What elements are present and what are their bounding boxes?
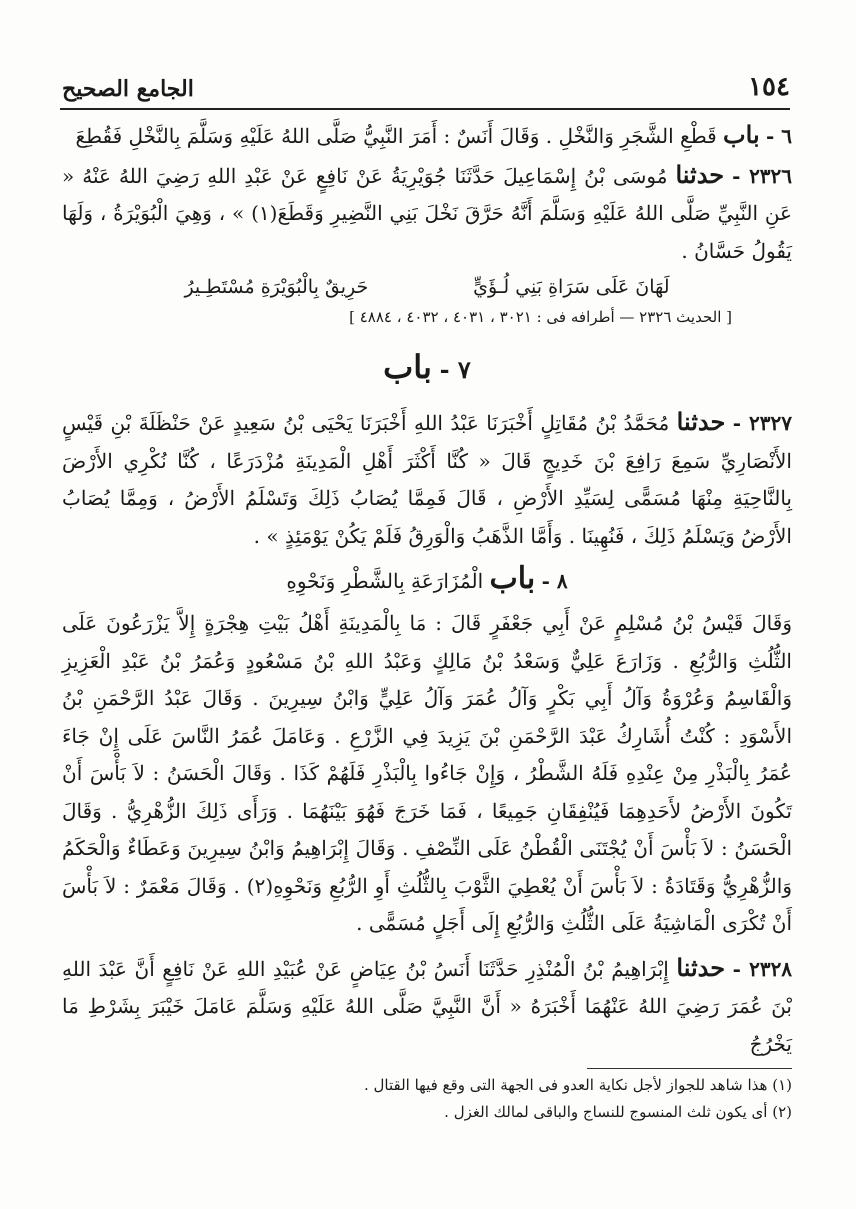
hadith-text: مُوسَى بْنُ إِسْمَاعِيلَ حَدَّثَنَا جُوَيْرِيَةُ عَنْ نَافِعٍ عَنْ عَبْدِ اللهِ رَضِيَ اللهُ عَنْهُ « عَنِ النَّبِيِّ صَلَّى اللهُ عَلَيْهِ وَسَلَّمَ أَنَّهُ حَرَّقَ نَخْلَ بَنِي النَّضِيرِ وَقَطَعَ(١) » ، وَهِيَ الْبُوَيْرَةُ ، وَلَهَا يَقُولُ حَسَّانُ . [62, 163, 792, 263]
chapter-number: ٨ - [541, 569, 568, 593]
hadith-text: مُحَمَّدُ بْنُ مُقَاتِلٍ أَخْبَرَنَا عَبْدُ اللهِ أَخْبَرَنَا يَحْيَى بْنُ سَعِيدٍ عَنْ حَنْظَلَةَ بْنِ قَيْسٍ الأَنْصَارِيِّ سَمِعَ رَافِعَ بْنَ خَدِيجٍ قَالَ « كُنَّا أَكْثَرَ أَهْلِ الْمَدِينَةِ مُزْدَرَعًا ، كُنَّا نُكْرِي الأَرْضَ بِالنَّاحِيَةِ مِنْهَا مُسَمًّى لِسَيِّدِ الأَرْضِ ، قَالَ فَمِمَّا يُصَابُ ذَلِكَ وَتَسْلَمُ الأَرْضُ ، وَمِمَّا يُصَابُ الأَرْضُ وَيَسْلَمُ ذَلِكَ ، فَنُهِينَا . وَأَمَّا الذَّهَبُ وَالْوَرِقُ فَلَمْ يَكُنْ يَوْمَئِذٍ » . [62, 411, 792, 548]
hadith-text: إِبْرَاهِيمُ بْنُ الْمُنْذِرِ حَدَّثَنَا أَنَسُ بْنُ عِيَاضٍ عَنْ عُبَيْدِ اللهِ عَنْ نَافِعٍ أَنَّ عَبْدَ اللهِ بْنَ عُمَرَ رَضِيَ اللهُ عَنْهُمَا أَخْبَرَهُ « أَنَّ النَّبِيَّ صَلَّى اللهُ عَلَيْهِ وَسَلَّمَ عَامَلَ خَيْبَرَ بِشَرْطِ مَا يَخْرُجُ [62, 956, 792, 1056]
chapter-number: ٦ - [765, 124, 792, 148]
header-rule [60, 108, 790, 110]
bab-word: باب [723, 120, 760, 149]
chapter-8-heading [62, 557, 792, 603]
takhrij-note: [ الحديث ٢٣٢٦ — أطرافه فى : ٣٠٢١ ، ٤٠٣١ ، ٤٠٣٢ ، ٤٨٨٤ ] [349, 308, 732, 326]
page-number: ١٥٤ [748, 72, 790, 102]
footnote-1: (١) هذا شاهد للجواز لأجل نكاية العدو فى الجهة التى وقع فيها القتال . [363, 1076, 792, 1094]
chapter-7-heading [62, 338, 792, 399]
page-body [62, 116, 792, 1063]
haddathana-word: حدثنا [676, 407, 726, 436]
hadith-2327 [62, 403, 792, 555]
chapter-8-commentary: وَقَالَ قَيْسُ بْنُ مُسْلِمٍ عَنْ أَبِي جَعْفَرٍ قَالَ : مَا بِالْمَدِينَةِ أَهْلُ بَيْتِ هِجْرَةٍ إِلاَّ يَزْرَعُونَ عَلَى الثُّلُثِ وَالرُّبُعِ . وَزَارَعَ عَلِيٌّ وَسَعْدُ بْنُ مَالِكٍ وَعَبْدُ اللهِ بْنُ مَسْعُودٍ وَعُمَرُ بْنُ عَبْدِ الْعَزِيزِ وَالْقَاسِمُ وَعُرْوَةُ وَآلُ أَبِي بَكْرٍ وَآلُ عُمَرَ وَآلُ عَلِيٍّ وَابْنُ سِيرِينَ . وَقَالَ عَبْدُ الرَّحْمَنِ بْنُ الأَسْوَدِ : كُنْتُ أُشَارِكُ عَبْدَ الرَّحْمَنِ بْنَ يَزِيدَ فِي الزَّرْعِ . وَعَامَلَ عُمَرُ النَّاسَ عَلَى إِنْ جَاءَ عُمَرُ بِالْبَذْرِ مِنْ عِنْدِهِ فَلَهُ الشَّطْرُ ، وَإِنْ جَاءُوا بِالْبَذْرِ فَلَهُمْ كَذَا . وَقَالَ الْحَسَنُ : لاَ بَأْسَ أَنْ تَكُونَ الأَرْضُ لأَحَدِهِمَا فَيُنْفِقَانِ جَمِيعًا ، فَمَا خَرَجَ فَهُوَ بَيْنَهُمَا . وَرَأَى ذَلِكَ الزُّهْرِيُّ . وَقَالَ الْحَسَنُ : لاَ بَأْسَ أَنْ يُجْتَنَى الْقُطْنُ عَلَى النِّصْفِ . وَقَالَ إِبْرَاهِيمُ وَابْنُ سِيرِينَ وَعَطَاءٌ وَالْحَكَمُ وَالزُّهْرِيُّ وَقَتَادَةُ : لاَ بَأْسَ أَنْ يُعْطِيَ الثَّوْبَ بِالثُّلُثِ أَوِ الرُّبُعِ وَنَحْوِهِ(٢) . وَقَالَ مَعْمَرٌ : لاَ بَأْسَ أَنْ تُكْرَى الْمَاشِيَةُ عَلَى الثُّلُثِ وَالرُّبُعِ إِلَى أَجَلٍ مُسَمًّى . [62, 611, 792, 935]
page-header [62, 62, 790, 102]
hadith-2328 [62, 949, 792, 1064]
chapter-6-heading [62, 116, 792, 156]
footnote-2: (٢) أى يكون ثلث المنسوج للنساج والباقى لمالك الغزل . [444, 1103, 792, 1121]
footnotes [62, 1072, 792, 1126]
bab-word: باب [383, 348, 432, 386]
hadith-2326 [62, 156, 792, 271]
verse-hemistich-2: حَرِيقٌ بِالْبُوَيْرَةِ مُسْتَطِـيرُ [184, 276, 369, 298]
footnote-rule [587, 1068, 792, 1069]
running-title: الجامع الصحيح [62, 76, 194, 102]
haddathana-word: حدثنا [675, 159, 725, 189]
hadith-number: ٢٣٢٧ - [732, 411, 792, 435]
poetry-verse [62, 270, 792, 304]
chapter-title: قَطْعِ الشَّجَرِ وَالنَّخْلِ . وَقَالَ أَنَسٌ : أَمَرَ النَّبِيُّ صَلَّى اللهُ عَلَيْهِ وَسَلَّمَ بِالنَّخْلِ فَقُطِعَ [75, 124, 717, 148]
bab-word: باب [489, 561, 536, 596]
chapter-number: ٧ - [439, 355, 471, 384]
hadith-number: ٢٣٢٨ - [732, 956, 793, 981]
haddathana-word: حدثنا [676, 952, 726, 982]
chapter-title: الْمُزَارَعَةِ بِالشَّطْرِ وَنَحْوِهِ [286, 569, 484, 593]
verse-hemistich-1: لَهَانَ عَلَى سَرَاةِ بَنِي لُـؤَيٍّ [473, 276, 670, 298]
hadith-number: ٢٣٢٦ - [732, 163, 793, 188]
